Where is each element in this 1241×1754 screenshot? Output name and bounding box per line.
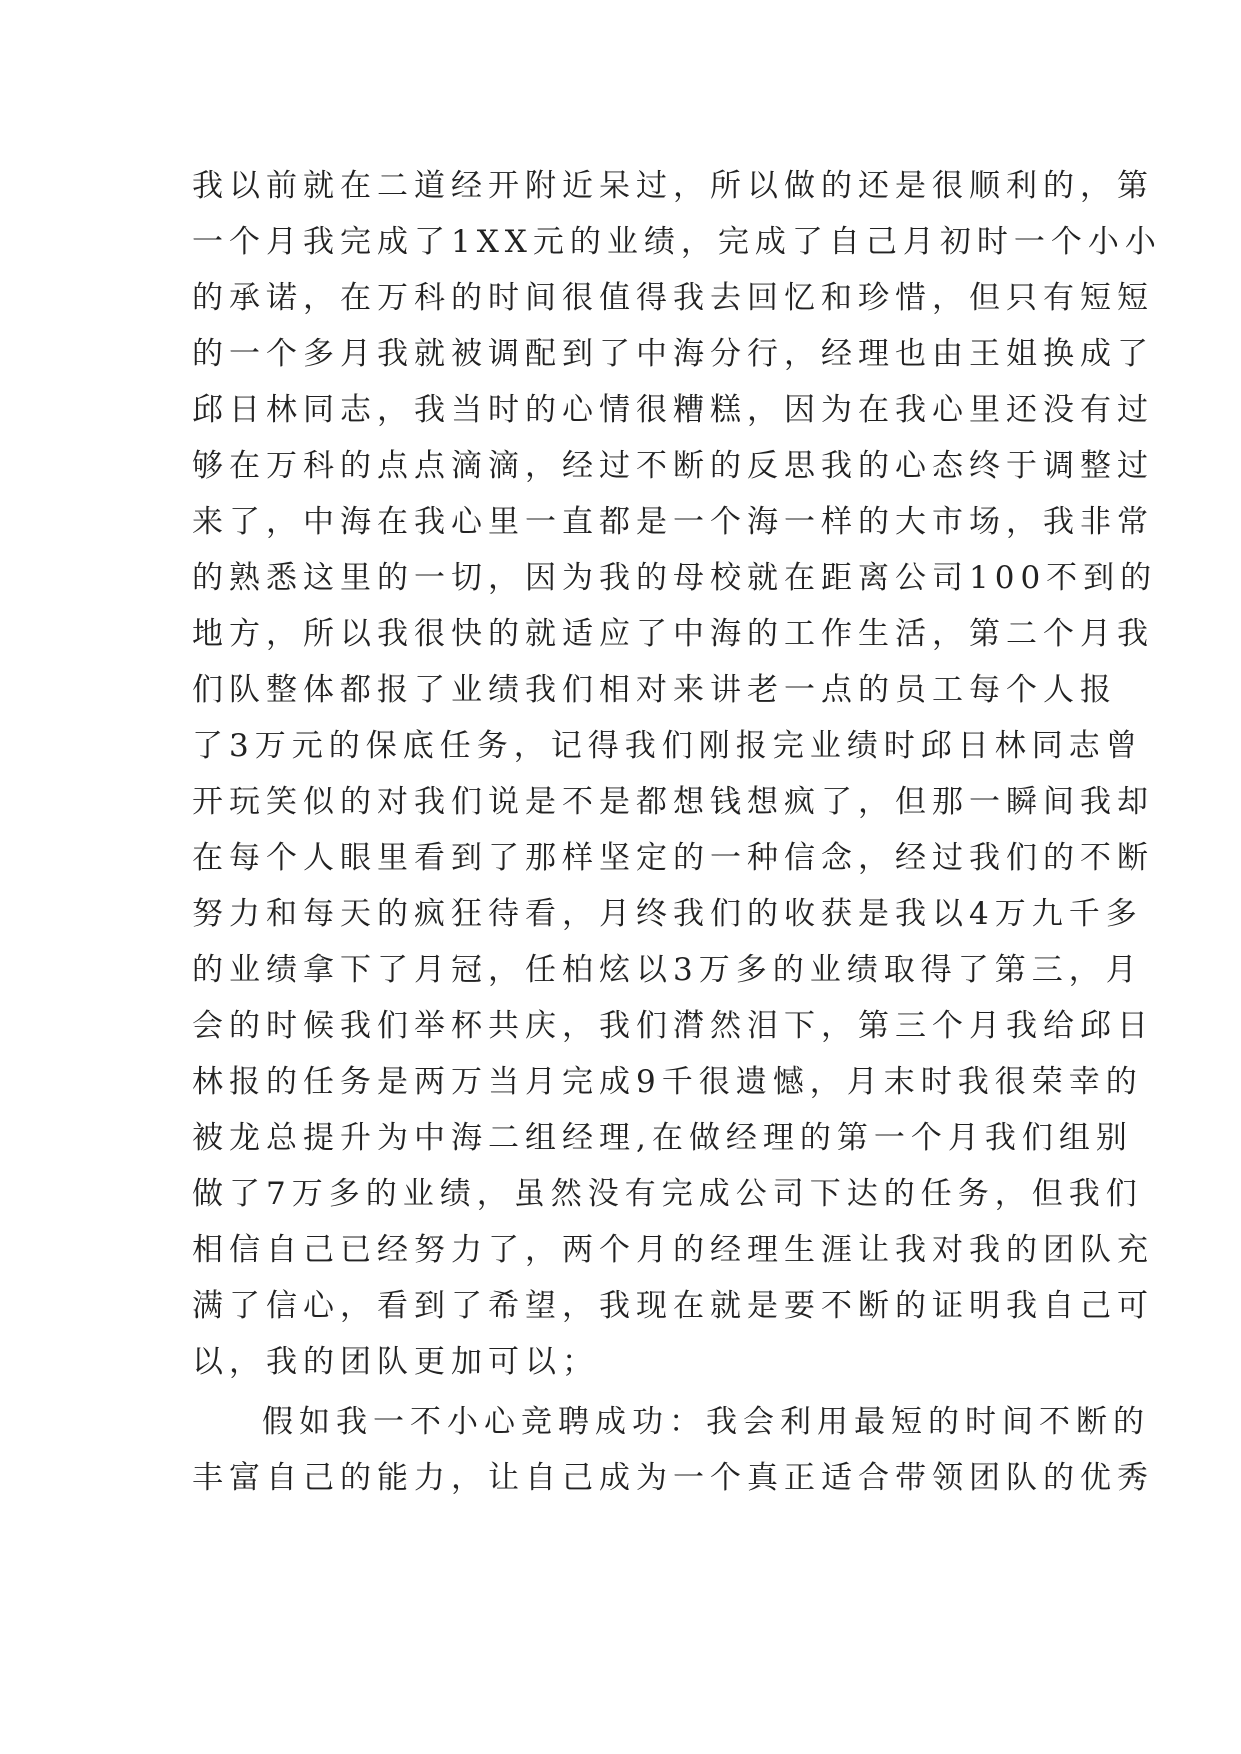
text-line: 我以前就在二道经开附近呆过，所以做的还是很顺利的，第 (192, 168, 1154, 204)
text-line: 的熟悉这里的一切，因为我的母校就在距离公司100不到的 (192, 560, 1158, 596)
text-line: 来了，中海在我心里一直都是一个海一样的大市场，我非常 (192, 504, 1154, 540)
text-line: 相信自己已经努力了，两个月的经理生涯让我对我的团队充 (192, 1232, 1154, 1268)
text-line: 够在万科的点点滴滴，经过不断的反思我的心态终于调整过 (192, 448, 1154, 484)
text-line: 丰富自己的能力，让自己成为一个真正适合带领团队的优秀 (192, 1460, 1154, 1496)
paragraph-1 (192, 158, 1162, 1390)
text-line: 们队整体都报了业绩我们相对来讲老一点的员工每个人报 (192, 672, 1117, 708)
text-line: 的承诺，在万科的时间很值得我去回忆和珍惜，但只有短短 (192, 280, 1154, 316)
text-line: 做了7万多的业绩，虽然没有完成公司下达的任务，但我们 (192, 1176, 1143, 1212)
text-line: 会的时候我们举杯共庆，我们潸然泪下，第三个月我给邱日 (192, 1008, 1154, 1044)
text-line: 在每个人眼里看到了那样坚定的一种信念，经过我们的不断 (192, 840, 1154, 876)
text-line: 假如我一不小心竞聘成功：我会利用最短的时间不断的 (262, 1404, 1150, 1440)
paragraph-2 (192, 1394, 1154, 1506)
body-text (192, 158, 1162, 1506)
text-line: 一个月我完成了1XX元的业绩，完成了自己月初时一个小小 (192, 224, 1162, 260)
text-line: 林报的任务是两万当月完成9千很遗憾，月末时我很荣幸的 (192, 1064, 1143, 1100)
text-line: 了3万元的保底任务，记得我们刚报完业绩时邱日林同志曾 (192, 728, 1143, 764)
text-line: 地方，所以我很快的就适应了中海的工作生活，第二个月我 (192, 616, 1154, 652)
text-line: 的业绩拿下了月冠，任柏炫以3万多的业绩取得了第三，月 (192, 952, 1143, 988)
text-line: 开玩笑似的对我们说是不是都想钱想疯了，但那一瞬间我却 (192, 784, 1154, 820)
text-line: 努力和每天的疯狂待看，月终我们的收获是我以4万九千多 (192, 896, 1143, 932)
text-line: 邱日林同志，我当时的心情很糟糕，因为在我心里还没有过 (192, 392, 1154, 428)
text-line: 被龙总提升为中海二组经理,在做经理的第一个月我们组别 (192, 1120, 1133, 1156)
text-line: 以，我的团队更加可以； (192, 1344, 599, 1380)
text-line: 的一个多月我就被调配到了中海分行，经理也由王姐换成了 (192, 336, 1154, 372)
text-line: 满了信心，看到了希望，我现在就是要不断的证明我自己可 (192, 1288, 1154, 1324)
